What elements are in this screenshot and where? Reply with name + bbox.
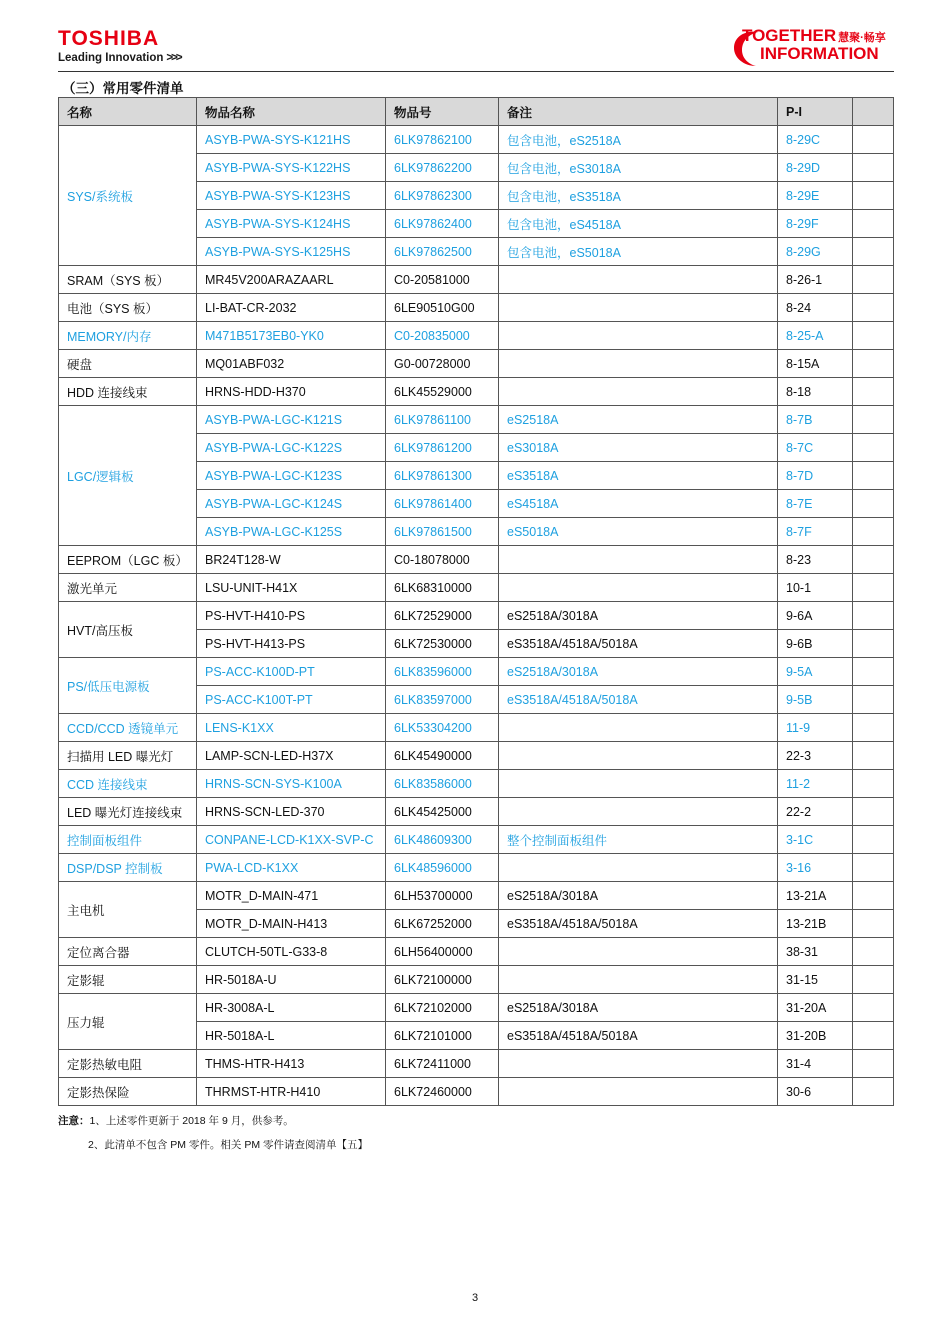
cell-item: ASYB-PWA-LGC-K122S — [197, 434, 386, 462]
cell-code: 6LK72100000 — [386, 966, 499, 994]
cell-blank — [853, 546, 894, 574]
cell-name: DSP/DSP 控制板 — [59, 854, 197, 882]
cell-pi: 38-31 — [778, 938, 853, 966]
table-header-row — [59, 98, 894, 126]
cell-code: 6LK48596000 — [386, 854, 499, 882]
logo-chinese: 慧聚·畅享 — [838, 32, 886, 44]
cell-item: MOTR_D-MAIN-H413 — [197, 910, 386, 938]
cell-note: 整个控制面板组件 — [499, 826, 778, 854]
table-row — [59, 378, 894, 406]
table-row — [59, 826, 894, 854]
cell-pi: 8-7E — [778, 490, 853, 518]
cell-code: 6LK97861300 — [386, 462, 499, 490]
cell-pi: 8-29G — [778, 238, 853, 266]
cell-note — [499, 350, 778, 378]
cell-blank — [853, 378, 894, 406]
cell-item: HR-5018A-U — [197, 966, 386, 994]
cell-pi: 31-20B — [778, 1022, 853, 1050]
cell-name: SRAM（SYS 板） — [59, 266, 197, 294]
table-row — [59, 714, 894, 742]
cell-item: ASYB-PWA-LGC-K125S — [197, 518, 386, 546]
cell-code: C0-18078000 — [386, 546, 499, 574]
cell-item: THMS-HTR-H413 — [197, 1050, 386, 1078]
cell-note — [499, 770, 778, 798]
cell-pi: 8-7F — [778, 518, 853, 546]
cell-blank — [853, 462, 894, 490]
cell-code: C0-20581000 — [386, 266, 499, 294]
cell-name: 定影热保险 — [59, 1078, 197, 1106]
table-row — [59, 574, 894, 602]
cell-item: HR-5018A-L — [197, 1022, 386, 1050]
table-row — [59, 854, 894, 882]
cell-blank — [853, 126, 894, 154]
cell-pi: 31-20A — [778, 994, 853, 1022]
cell-code: 6LK45425000 — [386, 798, 499, 826]
cell-pi: 8-26-1 — [778, 266, 853, 294]
cell-name: LED 曝光灯连接线束 — [59, 798, 197, 826]
cell-item: ASYB-PWA-SYS-K121HS — [197, 126, 386, 154]
cell-note — [499, 714, 778, 742]
table-row — [59, 322, 894, 350]
cell-note — [499, 294, 778, 322]
cell-blank — [853, 798, 894, 826]
cell-code: 6LH56400000 — [386, 938, 499, 966]
cell-blank — [853, 1050, 894, 1078]
cell-pi: 11-9 — [778, 714, 853, 742]
table-row — [59, 602, 894, 630]
cell-name: EEPROM（LGC 板） — [59, 546, 197, 574]
cell-item: PWA-LCD-K1XX — [197, 854, 386, 882]
table-row — [59, 350, 894, 378]
cell-name: 定位离合器 — [59, 938, 197, 966]
col-header-item-code: 物品号 — [386, 98, 499, 126]
cell-note: eS4518A — [499, 490, 778, 518]
cell-blank — [853, 854, 894, 882]
table-row — [59, 994, 894, 1022]
table-row — [59, 1050, 894, 1078]
cell-blank — [853, 966, 894, 994]
cell-code: 6LK72102000 — [386, 994, 499, 1022]
cell-item: PS-HVT-H410-PS — [197, 602, 386, 630]
cell-blank — [853, 406, 894, 434]
cell-code: 6LK72460000 — [386, 1078, 499, 1106]
note-label: 注意： — [58, 1115, 90, 1127]
cell-blank — [853, 154, 894, 182]
cell-code: C0-20835000 — [386, 322, 499, 350]
cell-item: PS-ACC-K100T-PT — [197, 686, 386, 714]
cell-code: 6LK83596000 — [386, 658, 499, 686]
tagline-text: Leading Innovation — [58, 52, 164, 64]
cell-code: 6LK97862500 — [386, 238, 499, 266]
cell-name: 电池（SYS 板） — [59, 294, 197, 322]
cell-blank — [853, 266, 894, 294]
cell-item: HR-3008A-L — [197, 994, 386, 1022]
cell-name: 主电机 — [59, 882, 197, 938]
cell-note — [499, 1078, 778, 1106]
cell-pi: 3-1C — [778, 826, 853, 854]
table-row — [59, 126, 894, 154]
col-header-item-name: 物品名称 — [197, 98, 386, 126]
cell-code: 6LK45490000 — [386, 742, 499, 770]
cell-note — [499, 938, 778, 966]
cell-item: MQ01ABF032 — [197, 350, 386, 378]
cell-pi: 8-29D — [778, 154, 853, 182]
table-row — [59, 798, 894, 826]
cell-code: 6LK45529000 — [386, 378, 499, 406]
table-row — [59, 546, 894, 574]
cell-item: LAMP-SCN-LED-H37X — [197, 742, 386, 770]
cell-item: ASYB-PWA-SYS-K122HS — [197, 154, 386, 182]
cell-pi: 3-16 — [778, 854, 853, 882]
cell-code: 6LK53304200 — [386, 714, 499, 742]
table-row — [59, 658, 894, 686]
cell-blank — [853, 938, 894, 966]
cell-note: eS3518A — [499, 462, 778, 490]
cell-pi: 8-7C — [778, 434, 853, 462]
cell-note: eS3018A — [499, 434, 778, 462]
cell-blank — [853, 350, 894, 378]
cell-pi: 9-6A — [778, 602, 853, 630]
cell-item: ASYB-PWA-SYS-K124HS — [197, 210, 386, 238]
note-line-2: 2、此清单不包含 PM 零件。相关 PM 零件请查阅清单【五】 — [88, 1139, 369, 1151]
cell-item: HRNS-SCN-SYS-K100A — [197, 770, 386, 798]
cell-note: eS2518A — [499, 406, 778, 434]
cell-code: 6LH53700000 — [386, 882, 499, 910]
toshiba-logo: TOSHIBA — [58, 27, 160, 50]
cell-code: 6LK72101000 — [386, 1022, 499, 1050]
cell-note: 包含电池，eS4518A — [499, 210, 778, 238]
cell-blank — [853, 1078, 894, 1106]
cell-note: eS3518A/4518A/5018A — [499, 1022, 778, 1050]
cell-code: 6LK97861500 — [386, 518, 499, 546]
cell-blank — [853, 518, 894, 546]
table-row — [59, 742, 894, 770]
cell-item: CONPANE-LCD-K1XX-SVP-C — [197, 826, 386, 854]
cell-pi: 8-29C — [778, 126, 853, 154]
cell-note: 包含电池，eS5018A — [499, 238, 778, 266]
cell-code: 6LE90510G00 — [386, 294, 499, 322]
cell-note — [499, 266, 778, 294]
cell-code: 6LK97861100 — [386, 406, 499, 434]
cell-item: LI-BAT-CR-2032 — [197, 294, 386, 322]
cell-note — [499, 378, 778, 406]
col-header-blank — [853, 98, 894, 126]
table-row — [59, 266, 894, 294]
col-header-name: 名称 — [59, 98, 197, 126]
cell-item: THRMST-HTR-H410 — [197, 1078, 386, 1106]
cell-name: MEMORY/内存 — [59, 322, 197, 350]
table-row — [59, 1078, 894, 1106]
cell-item: ASYB-PWA-SYS-K123HS — [197, 182, 386, 210]
cell-name: CCD 连接线束 — [59, 770, 197, 798]
cell-blank — [853, 630, 894, 658]
cell-pi: 10-1 — [778, 574, 853, 602]
cell-code: 6LK83597000 — [386, 686, 499, 714]
table-row — [59, 882, 894, 910]
cell-code: 6LK97861400 — [386, 490, 499, 518]
cell-note — [499, 574, 778, 602]
cell-item: HRNS-HDD-H370 — [197, 378, 386, 406]
cell-note: eS2518A/3018A — [499, 994, 778, 1022]
cell-code: 6LK83586000 — [386, 770, 499, 798]
cell-blank — [853, 686, 894, 714]
cell-blank — [853, 742, 894, 770]
cell-blank — [853, 658, 894, 686]
tagline-arrows: >>> — [166, 52, 181, 64]
cell-name: 扫描用 LED 曝光灯 — [59, 742, 197, 770]
cell-code: 6LK97862200 — [386, 154, 499, 182]
cell-note: eS2518A/3018A — [499, 602, 778, 630]
section-title: （三）常用零件清单 — [62, 81, 184, 96]
cell-blank — [853, 210, 894, 238]
toshiba-brand — [58, 28, 181, 64]
cell-pi: 13-21A — [778, 882, 853, 910]
cell-note: eS3518A/4518A/5018A — [499, 686, 778, 714]
cell-note: 包含电池，eS2518A — [499, 126, 778, 154]
cell-code: 6LK97862100 — [386, 126, 499, 154]
notes — [58, 1109, 368, 1157]
cell-name: HVT/高压板 — [59, 602, 197, 658]
cell-item: PS-HVT-H413-PS — [197, 630, 386, 658]
cell-blank — [853, 602, 894, 630]
cell-blank — [853, 910, 894, 938]
cell-blank — [853, 882, 894, 910]
cell-item: ASYB-PWA-LGC-K124S — [197, 490, 386, 518]
cell-note — [499, 1050, 778, 1078]
cell-note — [499, 798, 778, 826]
together-information-logo — [728, 24, 888, 68]
cell-blank — [853, 574, 894, 602]
cell-item: ASYB-PWA-SYS-K125HS — [197, 238, 386, 266]
cell-code: 6LK72411000 — [386, 1050, 499, 1078]
cell-name: 硬盘 — [59, 350, 197, 378]
page-number: 3 — [471, 1292, 479, 1304]
cell-code: 6LK48609300 — [386, 826, 499, 854]
cell-note — [499, 546, 778, 574]
cell-pi: 8-29E — [778, 182, 853, 210]
cell-note: eS2518A/3018A — [499, 882, 778, 910]
col-header-pi: P-I — [778, 98, 853, 126]
cell-note: eS2518A/3018A — [499, 658, 778, 686]
cell-name: HDD 连接线束 — [59, 378, 197, 406]
cell-pi: 9-5A — [778, 658, 853, 686]
cell-item: MOTR_D-MAIN-471 — [197, 882, 386, 910]
cell-code: 6LK67252000 — [386, 910, 499, 938]
cell-item: HRNS-SCN-LED-370 — [197, 798, 386, 826]
cell-blank — [853, 770, 894, 798]
cell-code: 6LK72530000 — [386, 630, 499, 658]
cell-item: PS-ACC-K100D-PT — [197, 658, 386, 686]
cell-code: 6LK68310000 — [386, 574, 499, 602]
cell-name: 定影热敏电阻 — [59, 1050, 197, 1078]
cell-note: eS3518A/4518A/5018A — [499, 910, 778, 938]
cell-item: CLUTCH-50TL-G33-8 — [197, 938, 386, 966]
cell-blank — [853, 994, 894, 1022]
cell-note: 包含电池，eS3518A — [499, 182, 778, 210]
cell-item: MR45V200ARAZAARL — [197, 266, 386, 294]
table-row — [59, 966, 894, 994]
cell-pi: 22-3 — [778, 742, 853, 770]
cell-name: 定影辊 — [59, 966, 197, 994]
cell-item: ASYB-PWA-LGC-K123S — [197, 462, 386, 490]
cell-pi: 8-29F — [778, 210, 853, 238]
cell-code: G0-00728000 — [386, 350, 499, 378]
col-header-note: 备注 — [499, 98, 778, 126]
cell-name: 控制面板组件 — [59, 826, 197, 854]
cell-blank — [853, 294, 894, 322]
cell-note: 包含电池，eS3018A — [499, 154, 778, 182]
cell-name: 压力辊 — [59, 994, 197, 1050]
cell-note — [499, 966, 778, 994]
logo-information: INFORMATION — [760, 44, 879, 63]
cell-item: ASYB-PWA-LGC-K121S — [197, 406, 386, 434]
cell-blank — [853, 434, 894, 462]
cell-note: eS3518A/4518A/5018A — [499, 630, 778, 658]
cell-note: eS5018A — [499, 518, 778, 546]
cell-blank — [853, 714, 894, 742]
cell-pi: 13-21B — [778, 910, 853, 938]
cell-item: M471B5173EB0-YK0 — [197, 322, 386, 350]
cell-code: 6LK97862400 — [386, 210, 499, 238]
cell-blank — [853, 238, 894, 266]
cell-pi: 8-24 — [778, 294, 853, 322]
cell-pi: 8-7D — [778, 462, 853, 490]
table-row — [59, 406, 894, 434]
table-row — [59, 938, 894, 966]
header-divider — [58, 71, 894, 72]
cell-item: BR24T128-W — [197, 546, 386, 574]
cell-pi: 31-4 — [778, 1050, 853, 1078]
cell-pi: 9-6B — [778, 630, 853, 658]
cell-pi: 8-18 — [778, 378, 853, 406]
cell-pi: 30-6 — [778, 1078, 853, 1106]
parts-table — [58, 97, 894, 1106]
cell-item: LSU-UNIT-H41X — [197, 574, 386, 602]
note-line-1 — [58, 1109, 368, 1133]
table-row — [59, 770, 894, 798]
cell-pi: 8-23 — [778, 546, 853, 574]
cell-code: 6LK97862300 — [386, 182, 499, 210]
cell-code: 6LK97861200 — [386, 434, 499, 462]
logo-together: TOGETHER — [742, 26, 837, 45]
cell-pi: 8-15A — [778, 350, 853, 378]
cell-note — [499, 854, 778, 882]
cell-code: 6LK72529000 — [386, 602, 499, 630]
cell-pi: 8-7B — [778, 406, 853, 434]
cell-note — [499, 742, 778, 770]
cell-note — [499, 322, 778, 350]
tagline — [58, 52, 181, 64]
cell-name: SYS/系统板 — [59, 126, 197, 266]
cell-name: LGC/逻辑板 — [59, 406, 197, 546]
cell-pi: 11-2 — [778, 770, 853, 798]
cell-pi: 9-5B — [778, 686, 853, 714]
cell-blank — [853, 490, 894, 518]
cell-blank — [853, 826, 894, 854]
cell-item: LENS-K1XX — [197, 714, 386, 742]
note-text-1: 1、上述零件更新于 2018 年 9 月，供参考。 — [89, 1115, 294, 1127]
cell-name: CCD/CCD 透镜单元 — [59, 714, 197, 742]
cell-pi: 31-15 — [778, 966, 853, 994]
cell-pi: 8-25-A — [778, 322, 853, 350]
cell-pi: 22-2 — [778, 798, 853, 826]
table-row — [59, 294, 894, 322]
cell-blank — [853, 182, 894, 210]
cell-name: 激光单元 — [59, 574, 197, 602]
cell-blank — [853, 1022, 894, 1050]
cell-blank — [853, 322, 894, 350]
cell-name: PS/低压电源板 — [59, 658, 197, 714]
